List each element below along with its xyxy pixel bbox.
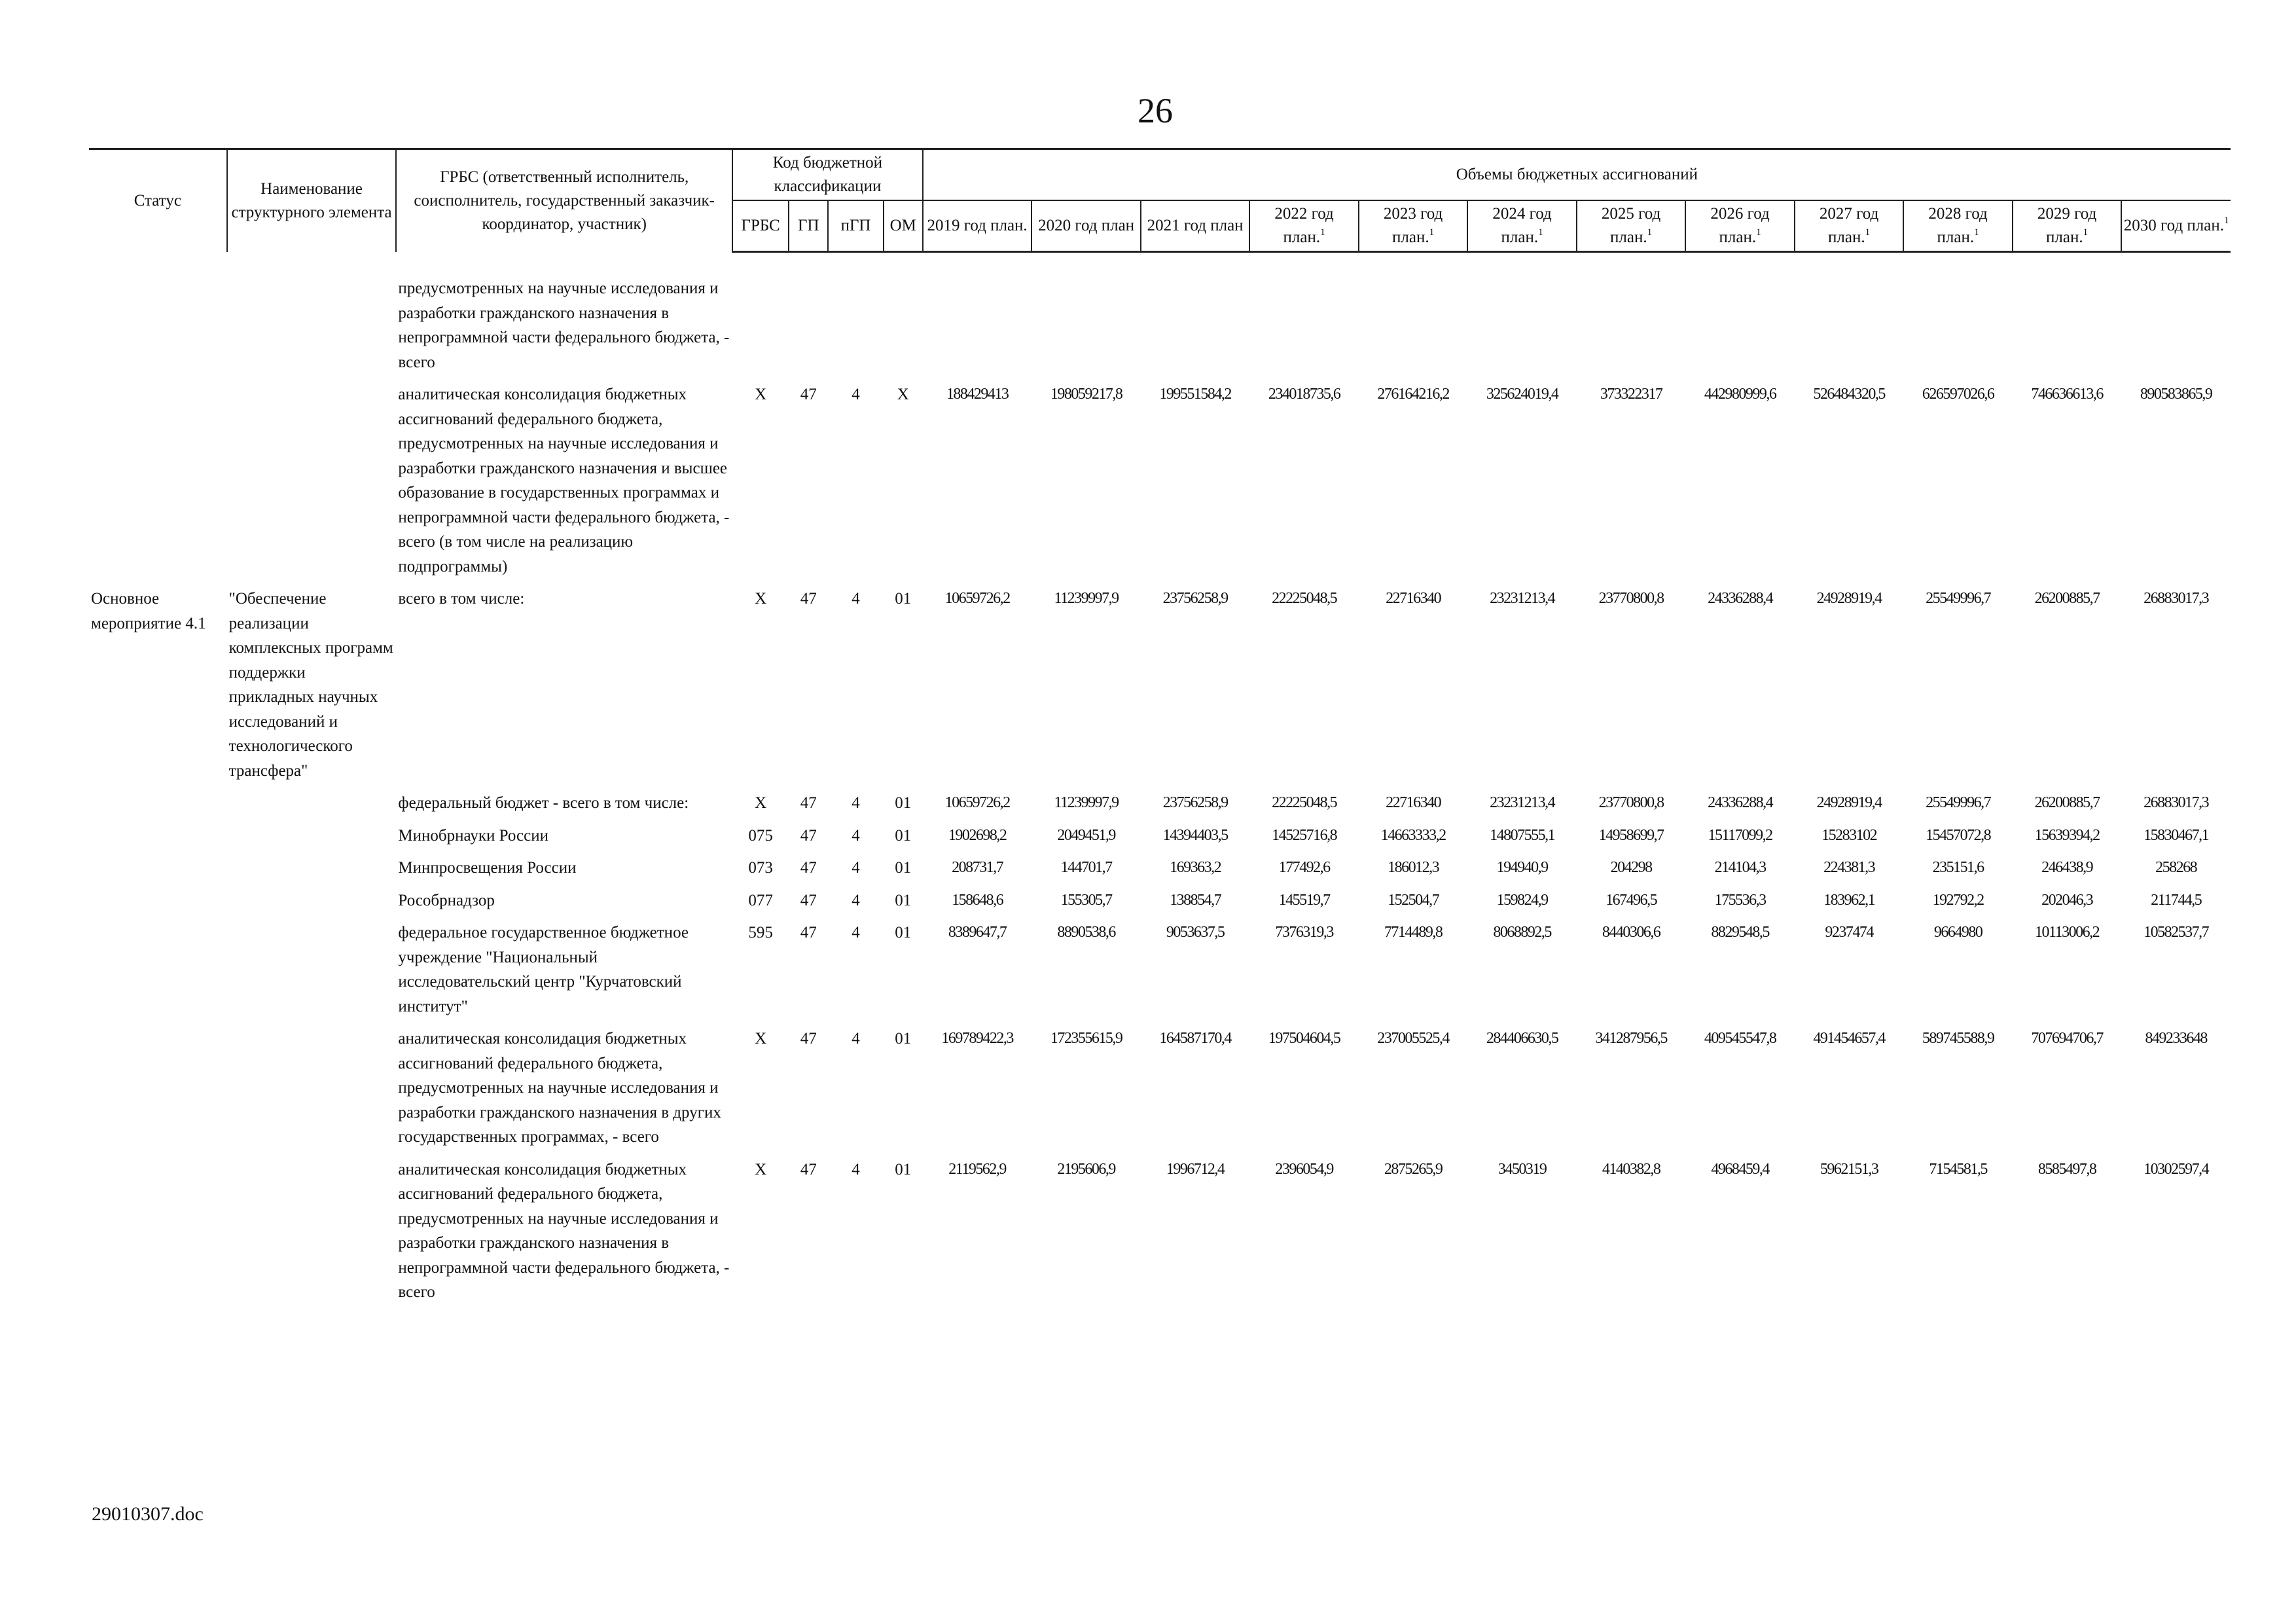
value-cell: 14958699,7: [1598, 826, 1664, 844]
value-cell: 707694706,7: [2031, 1030, 2103, 1047]
value-cell: 526484320,5: [1813, 386, 1885, 403]
header-year-col: [2013, 200, 2122, 252]
value-cell: 11239997,9: [1054, 794, 1119, 811]
value-cell: 138854,7: [1170, 891, 1221, 909]
pgp-code-cell: 4: [852, 590, 860, 608]
value-cell: 409545547,8: [1704, 1030, 1776, 1047]
value-cell: 26883017,3: [2144, 794, 2209, 811]
value-cell: [1359, 276, 1468, 382]
om-code-cell: 01: [895, 590, 912, 608]
om-code-cell: 01: [895, 1160, 912, 1178]
value-cell: 23756258,9: [1162, 590, 1228, 607]
value-cell: [1141, 276, 1250, 382]
year-label: 2023 год план.: [1383, 205, 1443, 246]
gp-code-cell: 47: [800, 924, 817, 941]
value-cell: 23770800,8: [1598, 794, 1664, 811]
gp-code-cell: 47: [800, 794, 817, 812]
table-row: [89, 587, 2231, 791]
value-cell: 24928919,4: [1816, 794, 1882, 811]
element-name-cell: [227, 856, 397, 888]
year-label: 2027 год план.: [1819, 205, 1879, 246]
header-code-group: Код бюджетной классификации: [732, 149, 923, 201]
value-cell: 8389647,7: [948, 924, 1007, 941]
grbs-code-cell: 077: [748, 891, 773, 909]
value-cell: 234018735,6: [1268, 386, 1340, 403]
header-year-col: [1031, 200, 1141, 252]
pgp-code-cell: 4: [852, 924, 860, 941]
header-volumes-group: Объемы бюджетных ассигнований: [923, 149, 2231, 201]
value-cell: [1577, 276, 1686, 382]
value-cell: 22716340: [1386, 590, 1441, 607]
value-cell: 9053637,5: [1166, 924, 1225, 941]
grbs-desc-cell: предусмотренных на научные исследования и разработки гражданского назначения в непрограммной части федерального бюджета, - всего: [398, 280, 730, 371]
value-cell: 373322317: [1600, 386, 1662, 403]
value-cell: 24336288,4: [1708, 794, 1773, 811]
om-code-cell: 01: [895, 859, 912, 877]
header-code-col: ОМ: [884, 200, 923, 252]
value-cell: 3450319: [1498, 1160, 1547, 1178]
value-cell: 11239997,9: [1054, 590, 1119, 607]
value-cell: 192792,2: [1932, 891, 1984, 909]
element-name-cell: [227, 824, 397, 856]
value-cell: 144701,7: [1060, 859, 1112, 876]
grbs-desc-cell: аналитическая консолидация бюджетных ассигнований федерального бюджета, предусмотренных на научные исследования и разработки гражданского назначения в других государственных программах, - всего: [398, 1030, 721, 1146]
value-cell: 22716340: [1386, 794, 1441, 811]
value-cell: 8890538,6: [1057, 924, 1115, 941]
element-name-cell: [227, 382, 397, 587]
value-cell: 235151,6: [1932, 859, 1984, 876]
value-cell: 24928919,4: [1816, 590, 1882, 607]
value-cell: 10659726,2: [944, 794, 1010, 811]
value-cell: 23770800,8: [1598, 590, 1664, 607]
table-row: [89, 791, 2231, 824]
value-cell: 8440306,6: [1602, 924, 1660, 941]
gp-code-cell: 47: [800, 590, 817, 608]
value-cell: 10113006,2: [2035, 924, 2100, 941]
value-cell: 14525716,8: [1272, 826, 1337, 844]
value-cell: 24336288,4: [1708, 590, 1773, 607]
footnote-mark: 1: [1865, 227, 1871, 238]
value-cell: 23756258,9: [1162, 794, 1228, 811]
value-cell: 172355615,9: [1050, 1030, 1122, 1047]
table-row: [89, 856, 2231, 888]
value-cell: 158648,6: [952, 891, 1003, 909]
year-label: 2030 год план.: [2123, 217, 2225, 234]
grbs-desc-cell: Минобрнауки России: [398, 826, 548, 845]
value-cell: 2049451,9: [1057, 826, 1115, 844]
value-cell: 197504604,5: [1268, 1030, 1340, 1047]
year-label: 2028 год план.: [1928, 205, 1988, 246]
grbs-desc-cell: всего в том числе:: [398, 590, 525, 608]
header-year-col: [1249, 200, 1359, 252]
table-row: [89, 921, 2231, 1027]
om-code-cell: 01: [895, 924, 912, 941]
value-cell: 15117099,2: [1708, 826, 1772, 844]
gp-code-cell: 47: [800, 386, 817, 403]
value-cell: 198059217,8: [1050, 386, 1122, 403]
grbs-desc-cell: Рособрнадзор: [398, 891, 495, 909]
value-cell: 4140382,8: [1602, 1160, 1660, 1178]
value-cell: 246438,9: [2041, 859, 2093, 876]
header-code-col: пГП: [828, 200, 883, 252]
om-code-cell: Х: [897, 386, 909, 403]
status-cell: [89, 791, 227, 824]
value-cell: 25549996,7: [1926, 794, 1991, 811]
value-cell: [2121, 276, 2231, 382]
element-name-cell: [227, 1027, 397, 1158]
header-year-col: [923, 200, 1032, 252]
header-name: Наименование структурного элемента: [227, 149, 397, 252]
value-cell: 15457072,8: [1926, 826, 1991, 844]
value-cell: 208731,7: [952, 859, 1003, 876]
value-cell: 276164216,2: [1377, 386, 1449, 403]
gp-code-cell: 47: [800, 891, 817, 909]
value-cell: 155305,7: [1060, 891, 1112, 909]
table-row: [89, 276, 2231, 382]
value-cell: 224381,3: [1823, 859, 1875, 876]
value-cell: 2119562,9: [948, 1160, 1006, 1178]
value-cell: 9237474: [1825, 924, 1873, 941]
value-cell: 25549996,7: [1926, 590, 1991, 607]
grbs-code-cell: Х: [755, 386, 767, 403]
footnote-mark: 1: [1320, 227, 1325, 238]
status-cell: [89, 276, 227, 382]
pgp-code-cell: [828, 276, 883, 382]
value-cell: 22225048,5: [1272, 590, 1337, 607]
value-cell: 1996712,4: [1166, 1160, 1225, 1178]
table-row: [89, 1158, 2231, 1313]
footnote-mark: 1: [2083, 227, 2089, 238]
value-cell: 325624019,4: [1486, 386, 1558, 403]
element-name-cell: [227, 276, 397, 382]
value-cell: 194940,9: [1496, 859, 1548, 876]
om-code-cell: 01: [895, 826, 912, 845]
value-cell: 152504,7: [1388, 891, 1439, 909]
value-cell: 10582537,7: [2144, 924, 2209, 941]
grbs-code-cell: 075: [748, 826, 773, 845]
value-cell: [1795, 276, 1904, 382]
om-code-cell: 01: [895, 794, 912, 812]
table-row: [89, 824, 2231, 856]
header-code-col: ГП: [789, 200, 828, 252]
table-body: [89, 252, 2231, 1313]
value-cell: 175536,3: [1714, 891, 1766, 909]
pgp-code-cell: 4: [852, 386, 860, 403]
pgp-code-cell: 4: [852, 794, 860, 812]
grbs-desc-cell: аналитическая консолидация бюджетных ассигнований федерального бюджета, предусмотренных на научные исследования и разработки гражданского назначения в непрограммной части федерального бюджета, - всего: [398, 1160, 730, 1301]
footnote-mark: 1: [1756, 227, 1761, 238]
gp-code-cell: 47: [800, 859, 817, 877]
year-label: 2020 год план: [1038, 217, 1135, 234]
year-label: 2029 год план.: [2037, 205, 2097, 246]
value-cell: 746636613,6: [2031, 386, 2103, 403]
table-row: [89, 1027, 2231, 1158]
status-cell: [89, 1027, 227, 1158]
om-code-cell: [884, 276, 923, 382]
value-cell: 15830467,1: [2144, 826, 2209, 844]
grbs-desc-cell: федеральный бюджет - всего в том числе:: [398, 794, 689, 812]
value-cell: 14394403,5: [1162, 826, 1228, 844]
header-year-col: [2121, 200, 2231, 252]
value-cell: [923, 276, 1032, 382]
element-name-cell: [227, 791, 397, 824]
value-cell: 1902698,2: [948, 826, 1007, 844]
value-cell: 183962,1: [1823, 891, 1875, 909]
element-name-cell: [227, 888, 397, 921]
value-cell: 169789422,3: [941, 1030, 1013, 1047]
value-cell: [1685, 276, 1795, 382]
status-cell: [89, 921, 227, 1027]
footnote-mark: 1: [1974, 227, 1979, 238]
grbs-code-cell: Х: [755, 590, 767, 608]
header-year-col: [1577, 200, 1686, 252]
value-cell: [1467, 276, 1577, 382]
status-cell: Основное мероприятие 4.1: [91, 590, 206, 632]
element-name-cell: [227, 1158, 397, 1313]
grbs-code-cell: Х: [755, 1030, 767, 1048]
value-cell: 284406630,5: [1486, 1030, 1558, 1047]
value-cell: 167496,5: [1605, 891, 1657, 909]
value-cell: 341287956,5: [1595, 1030, 1667, 1047]
value-cell: 15639394,2: [2034, 826, 2100, 844]
value-cell: 7154581,5: [1929, 1160, 1987, 1178]
footnote-mark: 1: [2224, 215, 2229, 226]
footnote-mark: 1: [1647, 227, 1653, 238]
value-cell: 186012,3: [1388, 859, 1439, 876]
year-label: 2026 год план.: [1710, 205, 1770, 246]
om-code-cell: 01: [895, 891, 912, 909]
year-label: 2019 год план.: [927, 217, 1028, 234]
gp-code-cell: 47: [800, 1160, 817, 1178]
table-row: [89, 382, 2231, 587]
grbs-desc-cell: федеральное государственное бюджетное учреждение "Национальный исследовательский центр "Курчатовский институт": [398, 924, 689, 1015]
value-cell: 258268: [2155, 859, 2197, 876]
value-cell: 589745588,9: [1922, 1030, 1994, 1047]
header-year-col: [1359, 200, 1468, 252]
grbs-desc-cell: аналитическая консолидация бюджетных ассигнований федерального бюджета, предусмотренных на научные исследования и разработки гражданского назначения и высшее образование в государственных программах и непрограммной части федерального бюджета, - всего (в том числе на реализацию подпрограммы): [398, 386, 730, 575]
value-cell: 169363,2: [1170, 859, 1221, 876]
year-label: 2024 год план.: [1492, 205, 1552, 246]
value-cell: 9664980: [1933, 924, 1982, 941]
value-cell: 8829548,5: [1711, 924, 1769, 941]
header-year-col: [1467, 200, 1577, 252]
value-cell: 23231213,4: [1490, 794, 1555, 811]
grbs-code-cell: Х: [755, 1160, 767, 1178]
value-cell: [1249, 276, 1359, 382]
page-number: 26: [1138, 91, 1173, 130]
grbs-desc-cell: Минпросвещения России: [398, 859, 577, 877]
grbs-code-cell: 595: [748, 924, 773, 941]
year-label: 2025 год план.: [1601, 205, 1661, 246]
status-cell: [89, 856, 227, 888]
value-cell: [1031, 276, 1141, 382]
value-cell: 10659726,2: [944, 590, 1010, 607]
value-cell: 5962151,3: [1820, 1160, 1878, 1178]
value-cell: 7376319,3: [1275, 924, 1333, 941]
value-cell: 23231213,4: [1490, 590, 1555, 607]
grbs-code-cell: Х: [755, 794, 767, 812]
gp-code-cell: 47: [800, 1030, 817, 1048]
header-year-col: [1685, 200, 1795, 252]
value-cell: 4968459,4: [1711, 1160, 1769, 1178]
pgp-code-cell: 4: [852, 1030, 860, 1048]
header-status: Статус: [89, 149, 227, 252]
value-cell: 2396054,9: [1275, 1160, 1333, 1178]
document-filename: 29010307.doc: [92, 1503, 204, 1525]
value-cell: 2195606,9: [1057, 1160, 1115, 1178]
status-cell: [89, 1158, 227, 1313]
header-year-col: [1141, 200, 1250, 252]
value-cell: [1903, 276, 2013, 382]
gp-code-cell: [789, 276, 828, 382]
budget-allocation-table: [89, 148, 2231, 1313]
value-cell: 442980999,6: [1704, 386, 1776, 403]
value-cell: 626597026,6: [1922, 386, 1994, 403]
element-name-cell: [227, 921, 397, 1027]
value-cell: 14807555,1: [1490, 826, 1555, 844]
element-name-cell: "Обеспечение реализации комплексных программ поддержки прикладных научных исследований и технологического трансфера": [228, 590, 393, 780]
header-code-col: ГРБС: [732, 200, 789, 252]
value-cell: 177492,6: [1278, 859, 1330, 876]
value-cell: 26883017,3: [2144, 590, 2209, 607]
value-cell: 2875265,9: [1384, 1160, 1443, 1178]
status-cell: [89, 888, 227, 921]
value-cell: 491454657,4: [1813, 1030, 1885, 1047]
pgp-code-cell: 4: [852, 859, 860, 877]
value-cell: 145519,7: [1278, 891, 1330, 909]
value-cell: 202046,3: [2041, 891, 2093, 909]
value-cell: 10302597,4: [2144, 1160, 2209, 1178]
header-grbs-desc: ГРБС (ответственный исполнитель, соисполнитель, государственный заказчик-координатор, участник): [396, 149, 732, 252]
value-cell: 15283102: [1821, 826, 1877, 844]
footnote-mark: 1: [1538, 227, 1543, 238]
pgp-code-cell: 4: [852, 891, 860, 909]
value-cell: 26200885,7: [2034, 794, 2100, 811]
grbs-code-cell: 073: [748, 859, 773, 877]
value-cell: 199551584,2: [1159, 386, 1231, 403]
status-cell: [89, 382, 227, 587]
value-cell: 159824,9: [1496, 891, 1548, 909]
om-code-cell: 01: [895, 1030, 912, 1048]
status-cell: [89, 824, 227, 856]
value-cell: 204298: [1610, 859, 1652, 876]
pgp-code-cell: 4: [852, 826, 860, 845]
header-year-col: [1903, 200, 2013, 252]
value-cell: [2013, 276, 2122, 382]
table-row: [89, 888, 2231, 921]
value-cell: 188429413: [946, 386, 1009, 403]
year-label: 2021 год план: [1147, 217, 1244, 234]
value-cell: 214104,3: [1714, 859, 1766, 876]
footnote-mark: 1: [1429, 227, 1435, 238]
pgp-code-cell: 4: [852, 1160, 860, 1178]
value-cell: 211744,5: [2151, 891, 2202, 909]
value-cell: 26200885,7: [2034, 590, 2100, 607]
year-label: 2022 год план.: [1274, 205, 1334, 246]
grbs-code-cell: [732, 276, 789, 382]
value-cell: 7714489,8: [1384, 924, 1443, 941]
value-cell: 237005525,4: [1377, 1030, 1449, 1047]
header-year-col: [1795, 200, 1904, 252]
value-cell: 849233648: [2145, 1030, 2207, 1047]
value-cell: 164587170,4: [1159, 1030, 1231, 1047]
value-cell: 890583865,9: [2140, 386, 2212, 403]
value-cell: 8585497,8: [2037, 1160, 2096, 1178]
value-cell: 8068892,5: [1493, 924, 1551, 941]
value-cell: 14663333,2: [1380, 826, 1446, 844]
value-cell: 22225048,5: [1272, 794, 1337, 811]
gp-code-cell: 47: [800, 826, 817, 845]
